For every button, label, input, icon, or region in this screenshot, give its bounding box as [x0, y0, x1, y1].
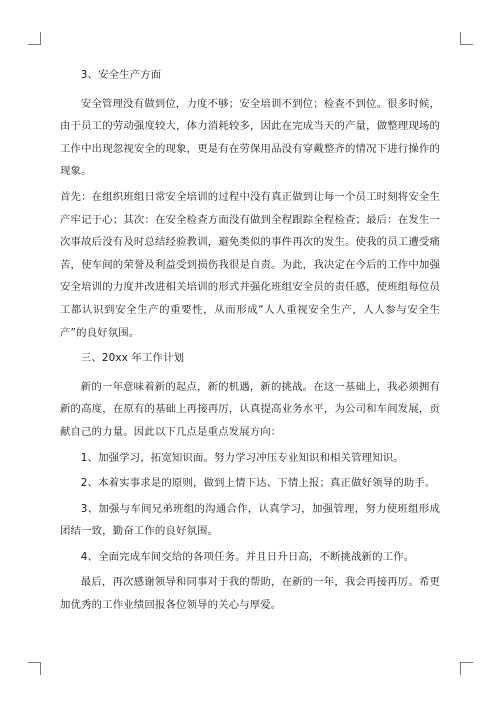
list-item-plan-1: 1、加强学习，拓宽知识面。努力学习冲压专业知识和相关管理知识。 — [80, 451, 404, 464]
list-item-plan-3: 3、加强与车间兄弟班组的沟通合作，认真学习，加强管理，努力使班组形成团结一致，勤奋工作的良好氛围。 — [60, 502, 440, 538]
paragraph-plan-intro: 新的一年意味着新的起点，新的机遇，新的挑战。在这一基础上，我必须拥有新的高度，在原有的基础上再接再厉，认真提高业务水平，为公司和车间发展，贡献自己的力量。因此以下几点是重点发展方向： — [60, 380, 440, 438]
crop-mark-top-left — [28, 32, 41, 45]
paragraph-safety-issues: 安全管理没有做到位，力度不够；安全培训不到位；检查不到位。很多时候，由于员工的劳动强度较大，体力消耗较多，因此在完成当天的产量，做整理现场的工作中出现忽视安全的现象，更是有在劳保用品没有穿戴整齐的情况下进行操作的现象。 — [60, 97, 440, 178]
list-item-plan-2: 2、本着实事求是的原则，做到上情下达、下情上报；真正做好领导的助手。 — [80, 477, 436, 490]
crop-mark-bottom-right — [460, 662, 473, 675]
list-item-plan-4: 4、全面完成车间交给的各项任务。并且日升日高，不断挑战新的工作。 — [80, 550, 415, 563]
document-body — [60, 64, 440, 620]
section-heading-safety: 3、安全生产方面 — [80, 69, 162, 81]
crop-mark-bottom-left — [28, 662, 41, 675]
paragraph-closing: 最后，再次感谢领导和同事对于我的帮助，在新的一年，我会再接再厉。希更加优秀的工作业绩回报各位领导的关心与厚爱。 — [60, 576, 440, 612]
section-heading-work-plan: 三、20xx 年工作计划 — [80, 352, 185, 365]
crop-mark-top-right — [460, 32, 473, 45]
paragraph-safety-measures: 首先：在组织班组日常安全培训的过程中没有真正做到让每一个员工时刻将安全生产牢记于心；其次：在安全检查方面没有做到全程跟踪全程检查；最后：在发生一次事故后没有及时总结经验教训，避免类似的事件再次的发生。使我的员工遭受痛苦，使车间的荣誉及利益受到损伤我很是自责。为此，我决定在今后的工作中加强安全培训的力度并改进相关培训的形式并强化班组安全员的责任感，使班组每位员工都认识到安全生产的重要性，从而形成“人人重视安全生产，人人参与安全生产”的良好氛围。 — [60, 190, 440, 339]
